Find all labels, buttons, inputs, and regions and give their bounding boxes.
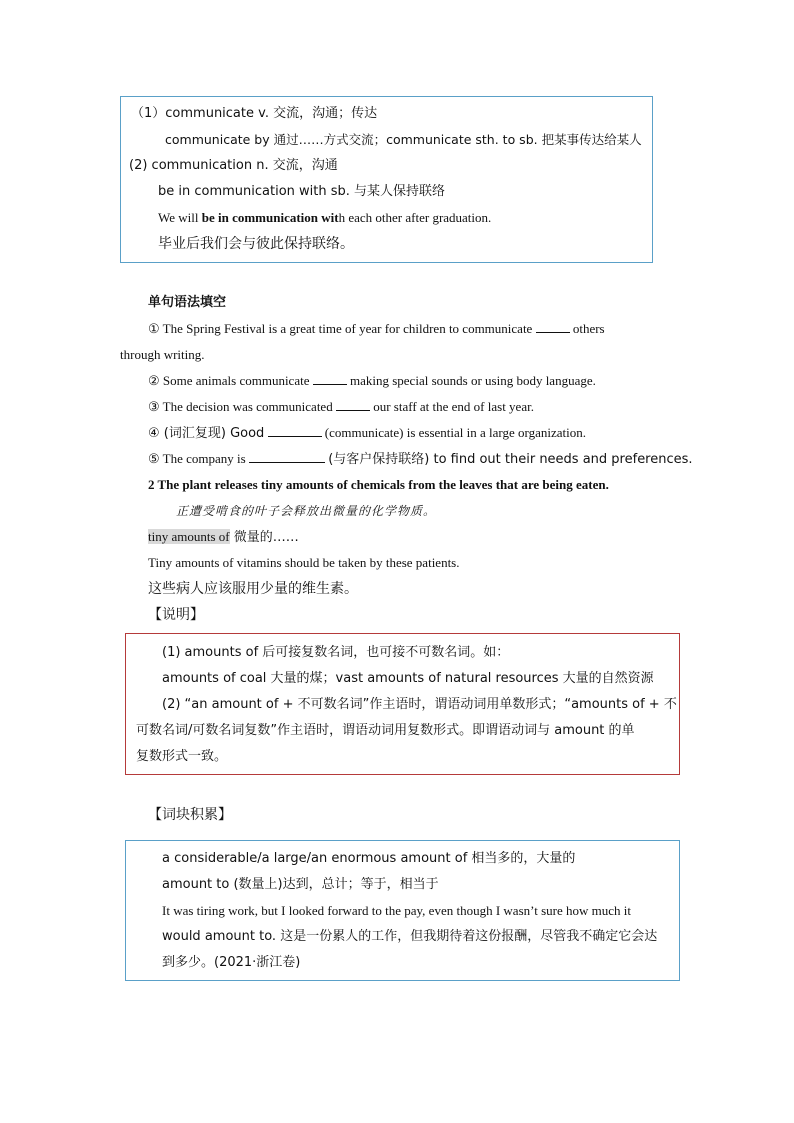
phrase-meaning: 微量的…… [229, 530, 299, 545]
box2-line-5: 复数形式一致。 [136, 749, 228, 764]
q1-text: ① The Spring Festival is a great time of year for children to communicate [148, 321, 533, 336]
q2-text-end: making special sounds or using body language. [349, 373, 596, 388]
box1-line-3: (2) communication n. 交流，沟通 [129, 158, 338, 173]
vocab-label: 【词块积累】 [148, 807, 232, 823]
box3-line-2: amount to (数量上)达到，总计；等于，相当于 [162, 877, 439, 892]
exercise-q5 [148, 450, 693, 469]
box2-line-3: (2) “an amount of + 不可数名词”作主语时，谓语动词用单数形式；“amounts of + 不 [162, 697, 677, 712]
q5-text-end: (与客户保持联络) to find out their needs and preferences. [328, 452, 693, 467]
q3-text: ③ The decision was communicated [148, 399, 333, 414]
exercise-q1 [148, 320, 605, 338]
q5-blank[interactable] [249, 450, 325, 463]
box2-line-2: amounts of coal 大量的煤；vast amounts of natural resources 大量的自然资源 [162, 671, 654, 686]
q1-text-end: others [572, 321, 605, 336]
q5-text: ⑤ The company is [148, 451, 246, 466]
box1-line-6: 毕业后我们会与彼此保持联络。 [158, 236, 354, 252]
box3-line-3: It was tiring work, but I looked forward to the pay, even though I wasn’t sure how much it [162, 903, 631, 918]
box1-line-5-post: h each other after graduation. [338, 210, 492, 225]
box1-line-2: communicate by 通过……方式交流；communicate sth. to sb. 把某事传达给某人 [165, 132, 642, 147]
q1-blank[interactable] [536, 320, 570, 333]
exercise-title: 单句语法填空 [148, 295, 227, 310]
q2-blank[interactable] [313, 372, 347, 385]
note-label: 【说明】 [148, 607, 204, 623]
box1-line-5-bold: be in communication wit [201, 210, 339, 225]
q4-text-end: (communicate) is essential in a large organization. [324, 425, 587, 440]
q4-blank[interactable] [268, 424, 322, 437]
q4-text: ④ (词汇复现) Good [148, 426, 265, 441]
box1-line-5 [158, 209, 491, 227]
box1-line-4: be in communication with sb. 与某人保持联络 [158, 184, 446, 199]
q3-blank[interactable] [336, 398, 370, 411]
section2-translation: 正遭受啃食的叶子会释放出微量的化学物质。 [176, 504, 437, 518]
phrase-highlight: tiny amounts of [148, 529, 230, 544]
exercise-q1-cont: through writing. [120, 347, 205, 362]
box3-line-5: 到多少。(2021·浙江卷) [162, 955, 301, 970]
q2-text: ② Some animals communicate [148, 373, 310, 388]
exercise-q4 [148, 424, 586, 443]
box2-line-1: (1) amounts of 后可接复数名词，也可接不可数名词。如： [162, 645, 510, 660]
exercise-q2 [148, 372, 596, 390]
box2-line-4: 可数名词/可数名词复数”作主语时，谓语动词用复数形式。即谓语动词与 amount 的单 [136, 723, 635, 738]
explanation-box [125, 633, 680, 775]
box3-line-4: would amount to. 这是一份累人的工作，但我期待着这份报酬，尽管我不确定它会达 [162, 929, 658, 944]
section2-example-cn: 这些病人应该服用少量的维生素。 [148, 581, 358, 597]
section2-heading: 2 The plant releases tiny amounts of chemicals from the leaves that are being eaten. [148, 477, 609, 492]
box3-line-1: a considerable/a large/an enormous amount of 相当多的，大量的 [162, 851, 576, 866]
phrase-line [148, 528, 299, 547]
box1-line-5-pre: We will [158, 210, 202, 225]
exercise-q3 [148, 398, 534, 416]
q3-text-end: our staff at the end of last year. [373, 399, 534, 414]
box1-line-1: （1）communicate v. 交流，沟通；传达 [131, 106, 378, 121]
section2-example: Tiny amounts of vitamins should be taken by these patients. [148, 555, 460, 570]
vocab-box [125, 840, 680, 981]
communicate-note-box [120, 96, 653, 263]
